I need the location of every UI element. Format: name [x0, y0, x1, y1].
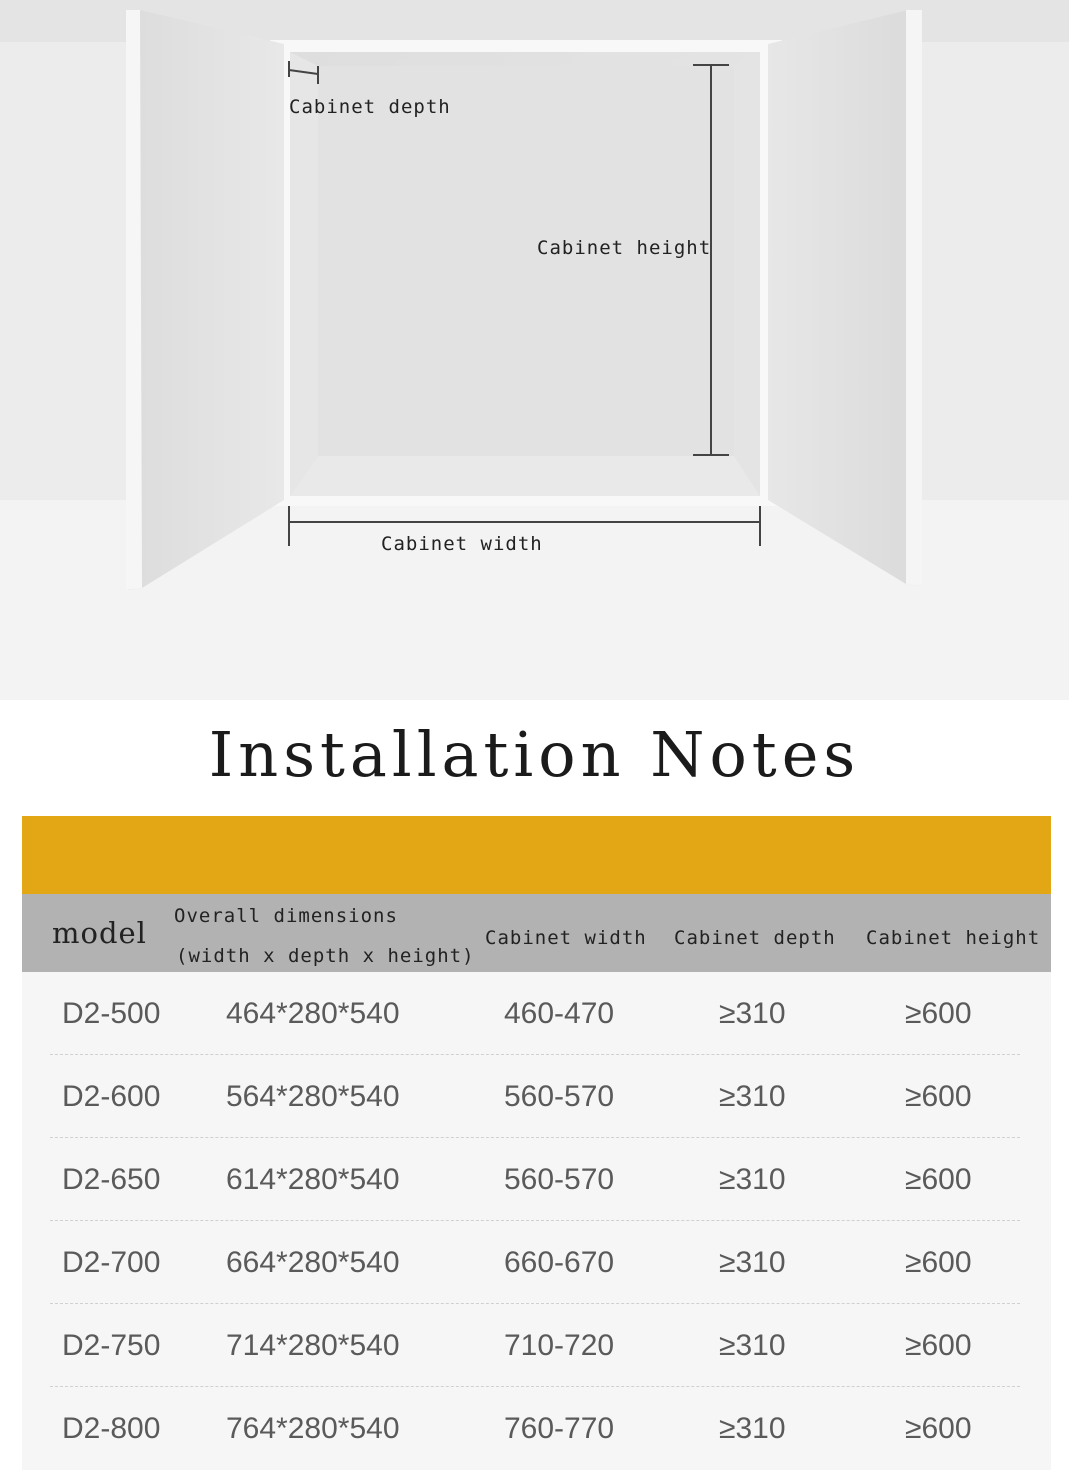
- right-side-panel: [922, 42, 1069, 500]
- header-overall-line2: (width x depth x height): [176, 945, 475, 967]
- left-side-panel: [0, 42, 130, 500]
- cell-height: ≥600: [905, 1163, 972, 1196]
- cell-model: D2-750: [62, 1329, 161, 1362]
- cabinet-right-wall: [734, 52, 760, 496]
- cell-height: ≥600: [905, 1412, 972, 1445]
- right-door: [768, 10, 922, 586]
- cell-width: 760-770: [504, 1412, 615, 1445]
- cell-height: ≥600: [905, 997, 972, 1030]
- cell-depth: ≥310: [719, 1329, 786, 1362]
- cabinet-drawing: [0, 0, 1069, 700]
- cell-model: D2-650: [62, 1163, 161, 1196]
- cell-width: 460-470: [504, 997, 615, 1030]
- cell-depth: ≥310: [719, 997, 786, 1030]
- header-cabinet-width: Cabinet width: [485, 927, 647, 949]
- table-header-row: [22, 894, 1051, 972]
- cell-overall: 614*280*540: [226, 1163, 400, 1196]
- table-row: [22, 1055, 1051, 1138]
- cell-model: D2-600: [62, 1080, 161, 1113]
- cell-overall: 764*280*540: [226, 1412, 400, 1445]
- cabinet-left-wall: [290, 52, 318, 496]
- page-title: Installation Notes: [208, 718, 861, 791]
- cabinet-back-panel: [318, 66, 734, 456]
- table-row: [22, 1304, 1051, 1387]
- header-overall-line1: Overall dimensions: [174, 905, 398, 927]
- table-row: [22, 1387, 1051, 1470]
- header-cabinet-height: Cabinet height: [866, 927, 1041, 949]
- table-row: [22, 1221, 1051, 1304]
- left-door: [128, 10, 284, 590]
- cell-model: D2-800: [62, 1412, 161, 1445]
- cell-width: 710-720: [504, 1329, 615, 1362]
- cabinet-diagram: [0, 0, 1069, 700]
- cell-width: 660-670: [504, 1246, 615, 1279]
- cell-depth: ≥310: [719, 1246, 786, 1279]
- width-label: Cabinet width: [381, 533, 543, 555]
- cell-model: D2-500: [62, 997, 161, 1030]
- cabinet-bottom: [290, 456, 760, 496]
- cell-overall: 564*280*540: [226, 1080, 400, 1113]
- spec-table: [22, 816, 1051, 1470]
- right-door-edge: [906, 10, 922, 586]
- cell-model: D2-700: [62, 1246, 161, 1279]
- header-cabinet-depth: Cabinet depth: [674, 927, 836, 949]
- cell-depth: ≥310: [719, 1080, 786, 1113]
- cell-depth: ≥310: [719, 1163, 786, 1196]
- table-row: [22, 1138, 1051, 1221]
- height-label: Cabinet height: [537, 237, 712, 259]
- accent-bar: [22, 816, 1051, 894]
- cell-overall: 664*280*540: [226, 1246, 400, 1279]
- cell-height: ≥600: [905, 1246, 972, 1279]
- cell-width: 560-570: [504, 1163, 615, 1196]
- cell-height: ≥600: [905, 1080, 972, 1113]
- header-model: model: [52, 916, 147, 950]
- left-door-edge: [126, 10, 142, 590]
- cell-depth: ≥310: [719, 1412, 786, 1445]
- table-row: [22, 972, 1051, 1055]
- cell-overall: 464*280*540: [226, 997, 400, 1030]
- cell-overall: 714*280*540: [226, 1329, 400, 1362]
- cell-height: ≥600: [905, 1329, 972, 1362]
- depth-label: Cabinet depth: [289, 96, 451, 118]
- cell-width: 560-570: [504, 1080, 615, 1113]
